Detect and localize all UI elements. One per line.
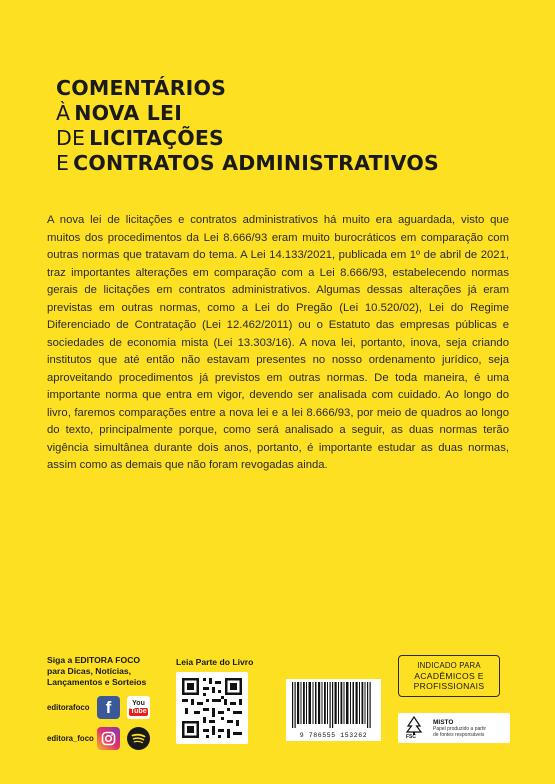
fsc-desc: Papel produzido a partir (433, 725, 487, 732)
title-line-3 (56, 126, 536, 151)
qr-label: Leia Parte do Livro (176, 657, 254, 667)
title-word: LICITAÇÕES (89, 126, 225, 150)
youtube-icon[interactable] (127, 696, 150, 719)
social-cta (47, 655, 167, 688)
isbn-number: 9 786555 153262 (299, 732, 368, 739)
social-handle: editorafoco (47, 703, 90, 712)
social-handle: editora_foco (47, 734, 94, 743)
title-word: DE (56, 126, 86, 150)
social-cta-line: Lançamentos e Sorteios (47, 677, 147, 687)
fsc-text (433, 719, 486, 738)
title-line-4 (56, 151, 536, 176)
badge-line: ACADÊMICOS E (414, 671, 484, 681)
fsc-logo-text: FSC (406, 734, 416, 740)
fsc-desc: de fontes responsáveis (433, 731, 485, 738)
title-line-2 (56, 101, 536, 126)
social-block (47, 655, 167, 750)
title-word: E (56, 151, 70, 175)
youtube-tube: Tube (130, 707, 147, 715)
title-line-1 (56, 76, 536, 101)
synopsis-text: A nova lei de licitações e contratos administrativos há muito era aguardada, visto que muitos dos procedimentos da Lei 8.666/93 eram muito burocráticos em comparação com outras normas que tratavam do tema. A Lei 14.133/2021, publicada em 1º de abril de 2021, traz importantes alterações em comparação com a Lei 8.666/93, estabelecendo normas gerais de licitações em contratos administrativos. Algumas dessas alterações já eram previstas em outras normas, como a Lei do Pregão (Lei 10.520/02), Lei do Regime Diferenciado de Contratação (Lei 12.462/2011) ou o Estatuto das empresas públicas e sociedades de economia mista (Lei 13.303/16). A nova lei, portanto, inova, seja criando institutos que até então não estavam presentes no nosso ordenamento jurídico, seja aproveitando procedimentos já previstos em outras normas. De toda maneira, é uma importante norma que entra em vigor, devendo ser analisada com cuidado. Ao longo do livro, faremos comparações entre a nova lei e a lei 8.666/93, por meio de quadros ao longo do texto, principalmente porque, como será analisado a seguir, as duas normas terão vigência simultânea durante dois anos, portanto, é importante estudar as duas normas, assim como as demais que não foram revogadas ainda. (47, 214, 509, 471)
badge-line: INDICADO PARA (417, 661, 481, 670)
title-word: CONTRATOS ADMINISTRATIVOS (73, 151, 439, 175)
instagram-icon[interactable] (97, 727, 120, 750)
title-word: À (56, 101, 71, 125)
social-cta-line: para Dicas, Notícias, (47, 666, 132, 676)
audience-badge (398, 655, 500, 697)
spotify-icon[interactable] (127, 727, 150, 750)
badge-line: PROFISSIONAIS (413, 681, 485, 691)
facebook-icon[interactable]: f (97, 696, 120, 719)
youtube-you: You (132, 699, 145, 707)
fsc-label (398, 713, 510, 743)
fsc-title: MISTO (433, 718, 454, 726)
book-title (56, 76, 536, 176)
title-word: NOVA LEI (74, 101, 183, 125)
title-word: COMENTÁRIOS (56, 76, 227, 100)
social-row-2 (47, 727, 167, 750)
social-row-1 (47, 696, 167, 719)
isbn-barcode (286, 679, 381, 741)
social-cta-line: Siga a EDITORA FOCO (47, 655, 141, 665)
fsc-tree-icon (403, 715, 425, 741)
qr-code[interactable] (176, 672, 248, 744)
